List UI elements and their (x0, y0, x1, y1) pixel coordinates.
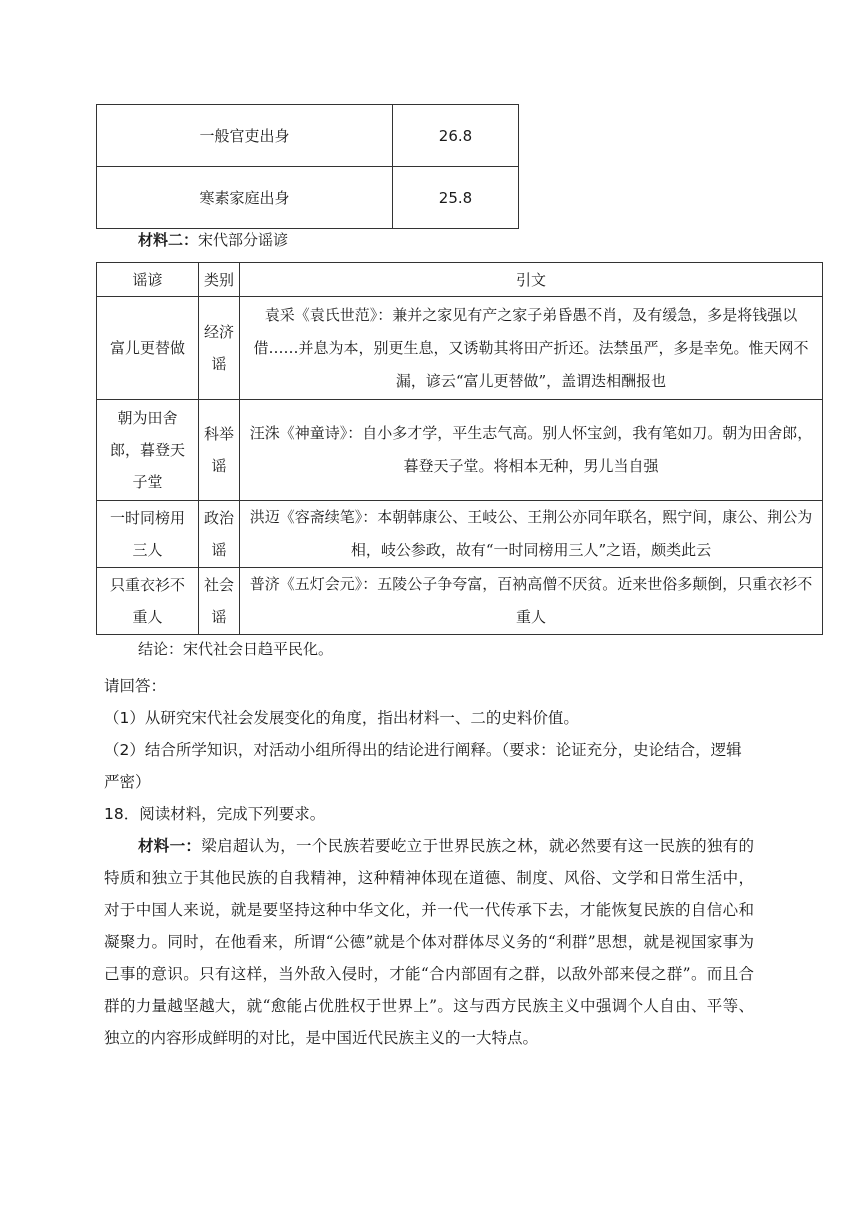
material1-paragraph (104, 830, 754, 1054)
table-row (97, 568, 823, 635)
cell-quote: 普济《五灯会元》：五陵公子争夸富，百衲高僧不厌贫。近来世俗多颠倒，只重衣衫不重人 (240, 568, 823, 635)
question-2: （2）结合所学知识，对活动小组所得出的结论进行阐释。（要求：论证充分，史论结合，逻辑严密） (104, 741, 742, 791)
table-cell-origin: 一般官吏出身 (97, 105, 393, 167)
material2-heading (138, 229, 288, 250)
cell-saying: 一时同榜用三人 (97, 501, 199, 568)
cell-quote: 袁采《袁氏世范》：兼并之家见有产之家子弟昏愚不肖，及有缓急，多是将钱强以借……并息为本，别更生息，又诱勒其将田产折还。法禁虽严，多是幸免。惟天网不漏，谚云“富儿更替做”，盖谓迭相酬报也 (240, 297, 823, 400)
cell-saying: 富儿更替做 (97, 297, 199, 400)
table-row (97, 501, 823, 568)
material1-label: 材料一： (138, 836, 202, 855)
table-row (97, 400, 823, 501)
material2-label: 材料二： (138, 231, 199, 249)
answer-prompt: 请回答： (104, 677, 167, 695)
header-type: 类别 (199, 263, 240, 297)
cell-saying: 朝为田舍郎，暮登天子堂 (97, 400, 199, 501)
table-cell-value: 25.8 (393, 167, 519, 229)
cell-type: 政治谣 (199, 501, 240, 568)
material2-title: 宋代部分谣谚 (198, 231, 289, 249)
cell-quote: 洪迈《容斋续笔》：本朝韩康公、王岐公、王荆公亦同年联名，熙宁间，康公、荆公为相，岐公参政，故有“一时同榜用三人”之语，颇类此云 (240, 501, 823, 568)
table-row (97, 297, 823, 400)
table-row (97, 167, 519, 229)
table-header-row (97, 263, 823, 297)
table-cell-origin: 寒素家庭出身 (97, 167, 393, 229)
question-1: （1）从研究宋代社会发展变化的角度，指出材料一、二的史料价值。 (104, 709, 579, 727)
question-18-title: 18．阅读材料，完成下列要求。 (104, 805, 326, 823)
header-saying: 谣谚 (97, 263, 199, 297)
cell-quote: 汪洙《神童诗》：自小多才学，平生志气高。别人怀宝剑，我有笔如刀。朝为田舍郎，暮登天子堂。将相本无种，男儿当自强 (240, 400, 823, 501)
cell-type: 经济谣 (199, 297, 240, 400)
sayings-table (96, 262, 823, 635)
cell-type: 社会谣 (199, 568, 240, 635)
cell-type: 科举谣 (199, 400, 240, 501)
origin-table (96, 104, 519, 229)
table-cell-value: 26.8 (393, 105, 519, 167)
material1-text: 梁启超认为，一个民族若要屹立于世界民族之林，就必然要有这一民族的独有的特质和独立于其他民族的自我精神，这种精神体现在道德、制度、风俗、文学和日常生活中，对于中国人来说，就是要坚持这种中华文化，并一代一代传承下去，才能恢复民族的自信心和凝聚力。同时，在他看来，所谓“公德”就是个体对群体尽义务的“利群”思想，就是视国家事为己事的意识。只有这样，当外敌入侵时，才能“合内部固有之群，以敌外部来侵之群”。而且合群的力量越坚越大，就“愈能占优胜权于世界上”。这与西方民族主义中强调个人自由、平等、独立的内容形成鲜明的对比，是中国近代民族主义的一大特点。 (104, 837, 754, 1047)
header-quote: 引文 (240, 263, 823, 297)
cell-saying: 只重衣衫不重人 (97, 568, 199, 635)
conclusion: 结论：宋代社会日趋平民化。 (138, 640, 334, 658)
table-row (97, 105, 519, 167)
